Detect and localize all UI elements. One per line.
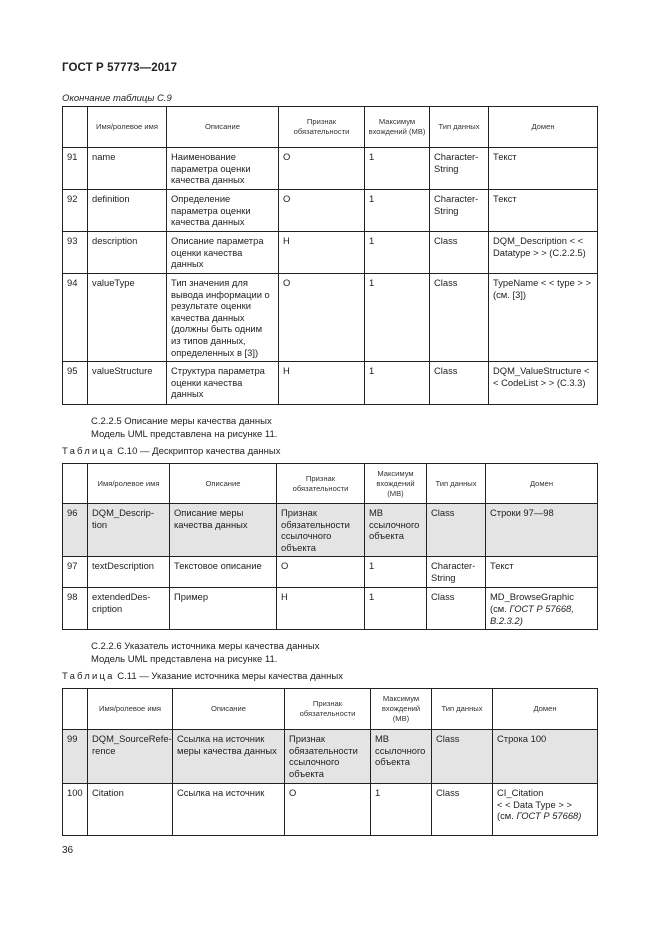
page-number: 36	[62, 845, 74, 856]
cell-type: Class	[430, 274, 489, 362]
cell-domain: Строка 100	[493, 730, 598, 784]
domain-main: CI_Citation	[497, 787, 544, 798]
cell-description: Ссылка на источник меры качества данных	[173, 730, 285, 784]
cell-type: Class	[430, 362, 489, 405]
cell-num: 96	[63, 504, 88, 557]
table-c11-caption-label: Таблица	[62, 671, 115, 682]
cell-max: 1	[365, 362, 430, 405]
cell-max: 1	[371, 784, 432, 836]
table-row	[63, 730, 598, 784]
cell-domain: Текст	[489, 148, 598, 190]
table-row	[63, 504, 598, 557]
cell-required: О	[279, 274, 365, 362]
cell-type: Class	[432, 784, 493, 836]
cell-type: Class	[427, 504, 486, 557]
cell-num: 91	[63, 148, 88, 190]
table-c10-caption-title: С.10 — Дескриптор качества данных	[114, 446, 281, 457]
cell-num: 93	[63, 232, 88, 274]
table-row	[63, 362, 598, 405]
header-description: Описание	[173, 689, 285, 730]
cell-description: Ссылка на источник	[173, 784, 285, 836]
header-required: Признак обязательности	[285, 689, 371, 730]
cell-max: 1	[365, 557, 427, 588]
cell-domain: TypeName < < type > > (см. [3])	[489, 274, 598, 362]
cell-domain: DQM_ValueStructure < < CodeList > > (С.3.3)	[489, 362, 598, 405]
cell-name: DQM_SourceRefe-rence	[88, 730, 173, 784]
cell-max: 1	[365, 274, 430, 362]
cell-description: Наименование параметра оценки качества данных	[167, 148, 279, 190]
cell-max: 1	[365, 588, 427, 630]
cell-num: 97	[63, 557, 88, 588]
header-description: Описание	[167, 107, 279, 148]
cell-max: 1	[365, 190, 430, 232]
table-c10	[62, 463, 598, 630]
section-c226-heading: С.2.2.6 Указатель источника меры качества данных	[91, 641, 320, 652]
cell-name: definition	[88, 190, 167, 232]
cell-name: Citation	[88, 784, 173, 836]
header-name: Имя/ролевое имя	[88, 689, 173, 730]
header-num	[63, 464, 88, 504]
cell-name: extendedDes-cription	[88, 588, 170, 630]
header-num	[63, 107, 88, 148]
table-header-row	[63, 689, 598, 730]
cell-domain: Текст	[489, 190, 598, 232]
header-max: Максимум вхождений (MB)	[365, 464, 427, 504]
cell-name: textDescription	[88, 557, 170, 588]
header-num	[63, 689, 88, 730]
table-c10-caption	[62, 446, 280, 457]
cell-num: 98	[63, 588, 88, 630]
header-required: Признак обязательности	[279, 107, 365, 148]
table-row	[63, 190, 598, 232]
table-c11-caption	[62, 671, 343, 682]
cell-required: Н	[279, 232, 365, 274]
table-c10-caption-label: Таблица	[62, 446, 115, 457]
cell-type: Character-String	[430, 190, 489, 232]
cell-type: Character-String	[430, 148, 489, 190]
cell-name: DQM_Descrip-tion	[88, 504, 170, 557]
header-name: Имя/ролевое имя	[88, 107, 167, 148]
page-header-title: ГОСТ Р 57773—2017	[62, 62, 178, 74]
section-c225-text: Модель UML представлена на рисунке 11.	[91, 429, 278, 440]
header-max: Максимум вхождений (MB)	[365, 107, 430, 148]
domain-ref-link: ГОСТ Р 57668, В.2.3.2)	[490, 602, 574, 626]
table-header-row	[63, 107, 598, 148]
table-row	[63, 588, 598, 630]
domain-ref-link: ГОСТ Р 57668)	[516, 810, 582, 822]
cell-description: Описание параметра оценки качества данных	[167, 232, 279, 274]
cell-name: valueType	[88, 274, 167, 362]
header-type: Тип данных	[432, 689, 493, 730]
header-domain: Домен	[486, 464, 598, 504]
cell-required: О	[279, 190, 365, 232]
header-description: Описание	[170, 464, 277, 504]
cell-domain: Строки 97—98	[486, 504, 598, 557]
cell-required: Признак обязательности ссылочного объекта	[277, 504, 365, 557]
cell-required: О	[277, 557, 365, 588]
cell-description: Описание меры качества данных	[170, 504, 277, 557]
cell-description: Пример	[170, 588, 277, 630]
cell-required: Признак обязательности ссылочного объекта	[285, 730, 371, 784]
table-row	[63, 557, 598, 588]
header-required: Признак обязательности	[277, 464, 365, 504]
cell-required: О	[279, 148, 365, 190]
header-name: Имя/ролевое имя	[88, 464, 170, 504]
cell-type: Class	[432, 730, 493, 784]
table-c11-caption-title: С.11 — Указание источника меры качества данных	[114, 671, 343, 682]
cell-num: 99	[63, 730, 88, 784]
cell-description: Структура параметра оценки качества данных	[167, 362, 279, 405]
header-max: Максимум вхождений (MB)	[371, 689, 432, 730]
header-domain: Домен	[493, 689, 598, 730]
cell-required: О	[285, 784, 371, 836]
table-row	[63, 274, 598, 362]
section-c225-heading: С.2.2.5 Описание меры качества данных	[91, 416, 272, 427]
table-c9-caption: Окончание таблицы С.9	[62, 93, 172, 104]
domain-ref-prefix: (см.	[490, 602, 510, 614]
cell-description: Определение параметра оценки качества данных	[167, 190, 279, 232]
cell-domain	[486, 588, 598, 630]
cell-num: 94	[63, 274, 88, 362]
cell-description: Текстовое описание	[170, 557, 277, 588]
cell-name: name	[88, 148, 167, 190]
domain-ref-line	[490, 603, 593, 626]
cell-type: Class	[427, 588, 486, 630]
header-type: Тип данных	[430, 107, 489, 148]
cell-name: valueStructure	[88, 362, 167, 405]
domain-main: MD_BrowseGraphic	[490, 591, 574, 603]
cell-domain: Текст	[486, 557, 598, 588]
cell-num: 100	[63, 784, 88, 836]
cell-required: Н	[277, 588, 365, 630]
cell-name: description	[88, 232, 167, 274]
table-header-row	[63, 464, 598, 504]
header-type: Тип данных	[427, 464, 486, 504]
cell-type: Class	[430, 232, 489, 274]
table-c11	[62, 688, 598, 836]
cell-required: Н	[279, 362, 365, 405]
table-row	[63, 148, 598, 190]
table-row	[63, 784, 598, 836]
cell-num: 92	[63, 190, 88, 232]
cell-num: 95	[63, 362, 88, 405]
cell-domain	[493, 784, 598, 836]
table-row	[63, 232, 598, 274]
cell-max: 1	[365, 148, 430, 190]
domain-stereotype: < < Data Type > >	[497, 798, 572, 810]
cell-max: MB ссылочного объекта	[371, 730, 432, 784]
cell-description: Тип значения для вывода информации о результате оценки качества данных (должны быть одним из типов данных, определенных в [3])	[167, 274, 279, 362]
cell-max: 1	[365, 232, 430, 274]
section-c226-text: Модель UML представлена на рисунке 11.	[91, 654, 278, 665]
table-c9	[62, 106, 598, 405]
cell-type: Character-String	[427, 557, 486, 588]
domain-ref-prefix: (см.	[497, 810, 517, 822]
header-domain: Домен	[489, 107, 598, 148]
cell-domain: DQM_Description < < Datatype > > (С.2.2.5)	[489, 232, 598, 274]
domain-ref-line	[497, 810, 593, 822]
cell-max: MB ссылочного объекта	[365, 504, 427, 557]
